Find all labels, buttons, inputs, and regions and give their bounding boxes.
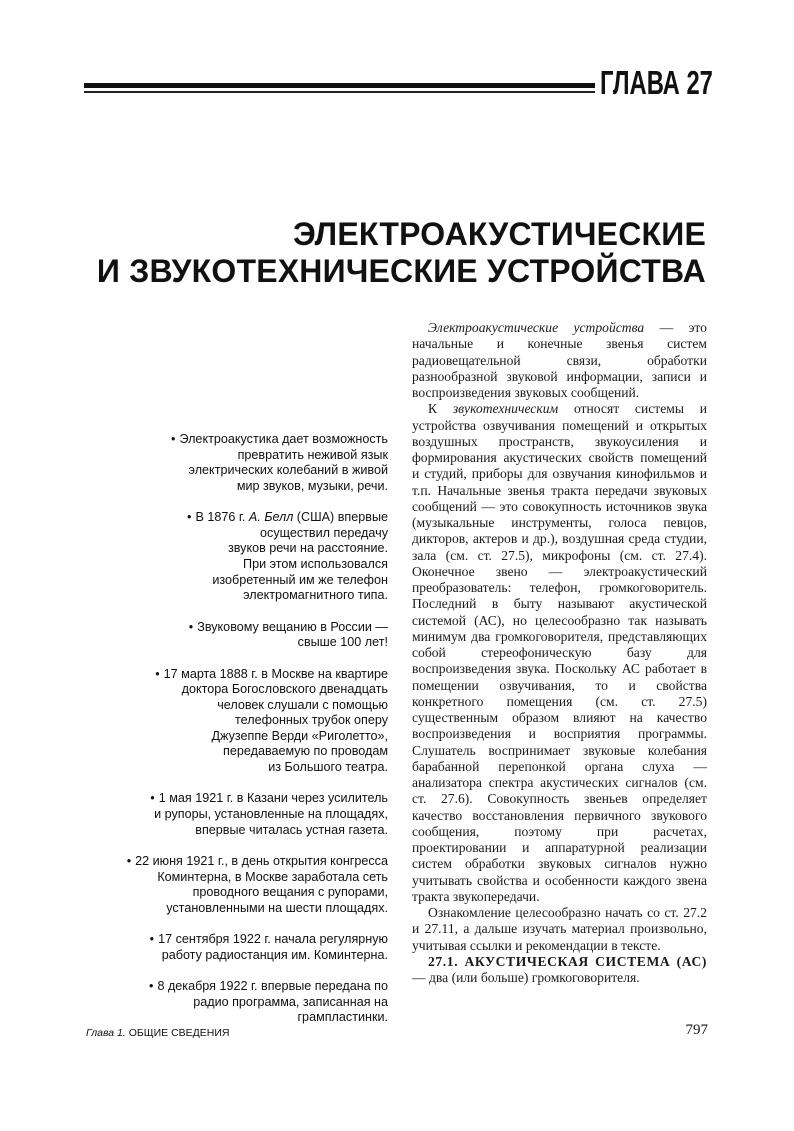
bullet-icon: •: [126, 854, 132, 869]
sidebar-fact: • 17 сентября 1922 г. начала регулярную работу радиостанция им. Коминтерна.: [149, 932, 388, 962]
bullet-icon: •: [149, 979, 154, 994]
sidebar-fact: • Звуковому вещанию в России — свыше 100 лет!: [188, 619, 388, 650]
sidebar-facts: [95, 432, 388, 1042]
footer-chapter-title: ОБЩИЕ СВЕДЕНИЯ: [125, 1027, 230, 1039]
footer-chapter-number: Глава 1.: [86, 1027, 126, 1039]
bullet-icon: •: [171, 432, 176, 446]
sidebar-fact: • 22 июня 1921 г., в день открытия конгресса Коминтерна, в Москве заработала сеть проводного вещания с рупорами, установленными на шести площадях.: [126, 854, 388, 915]
bullet-icon: •: [150, 791, 155, 806]
bullet-icon: •: [155, 666, 160, 681]
person-name: А. Белл: [248, 510, 294, 525]
bullet-icon: •: [188, 619, 194, 634]
page-number: 797: [685, 1022, 708, 1038]
section-27-1: 27.1. АКУСТИЧЕСКАЯ СИСТЕМА (АС) — два (или больше) громкоговорителя.: [412, 953, 707, 985]
bullet-icon: •: [149, 932, 155, 947]
paragraph-sound-engineering: К звукотехническим относят системы и устройства озвучивания помещений и открытых воздушных пространств, звукоусиления и формирования акустических свойств помещений и студий, приборы для озвучания кинофильмов и т.п. Начальные звенья тракта передачи звуковых сообщений — это совокупность источников звука (музыкальные инструменты, голоса певцов, дикторов, актеров и др.), воздушная среда студии, зала (см. ст. 27.5), микрофоны (см. ст. 27.4). Оконечное звено — электроакустический преобразователь: телефон, громкоговоритель. Последний в быту называют акустической системой (АС), но целесообразно так называть минимум два громкоговорителя, представляющих собой стереофоническую базу для воспроизведения звука. Поскольку АС работает в помещении озвучивания, то и свойства конкретного помещения (см. ст. 27.5) существенным образом влияют на качество воспроизведения и восприятия программы. Слушатель воспринимает звуковые колебания барабанной перепонкой органа слуха — анализатора спектра акустических сигналов (см. ст. 27.6). Совокупность звеньев определяет качество восстановления первичного звукового сообщения, поэтому при расчетах, проектировании и аппаратурной реализации систем обработки звуковых сигналов нужно учитывать свойства и особенности каждого звена тракта звукопередачи.: [412, 401, 708, 904]
sidebar-fact: • Электроакустика дает возможность превратить неживой язык электрических колебаний в живой мир звуков, музыки, речи.: [171, 432, 388, 493]
bullet-icon: •: [187, 510, 192, 525]
header-rule-thick: [84, 83, 595, 88]
running-footer: [86, 1027, 229, 1039]
sidebar-fact: • В 1876 г. А. Белл (США) впервые осуществил передачу звуков речи на расстояние. При этом использовался изобретенный им же телефон электромагнитного типа.: [187, 510, 388, 603]
chapter-title-line-2: И ЗВУКОТЕХНИЧЕСКИЕ УСТРОЙСТВА: [96, 253, 706, 289]
section-heading: 27.1. АКУСТИЧЕСКАЯ СИСТЕМА (АС): [428, 953, 707, 969]
paragraph-reading-guide: Ознакомление целесообразно начать со ст. 27.2 и 27.11, а дальше изучать материал произвольно, учитывая ссылки и рекомендации в тексте.: [412, 905, 707, 953]
sidebar-fact: • 17 марта 1888 г. в Москве на квартире доктора Богословского двенадцать человек слушали с помощью телефонных трубок оперу Джузеппе Верди «Риголетто», передаваемую по проводам из Большого театра.: [155, 666, 388, 775]
paragraph-intro: Электроакустические устройства — это начальные и конечные звенья систем радиовещательной связи, обработки разнообразной звуковой информации, записи и воспроизведения звуковых сообщений.: [412, 320, 707, 400]
term-sound-engineering: звукотехническим: [452, 401, 559, 417]
chapter-title: [97, 216, 706, 290]
header-rule-thin: [84, 91, 595, 93]
sidebar-fact: • 1 мая 1921 г. в Казани через усилитель и рупоры, установленные на площадях, впервые читалась устная газета.: [150, 791, 388, 837]
term-electroacoustic: Электроакустические устройства: [428, 320, 645, 335]
main-text-column: [412, 320, 707, 986]
sidebar-fact: • 8 декабря 1922 г. впервые передана по радио программа, записанная на грампластинки.: [149, 979, 388, 1025]
chapter-label: ГЛАВА 27: [600, 64, 713, 101]
chapter-title-line-1: ЭЛЕКТРОАКУСТИЧЕСКИЕ: [292, 216, 706, 252]
